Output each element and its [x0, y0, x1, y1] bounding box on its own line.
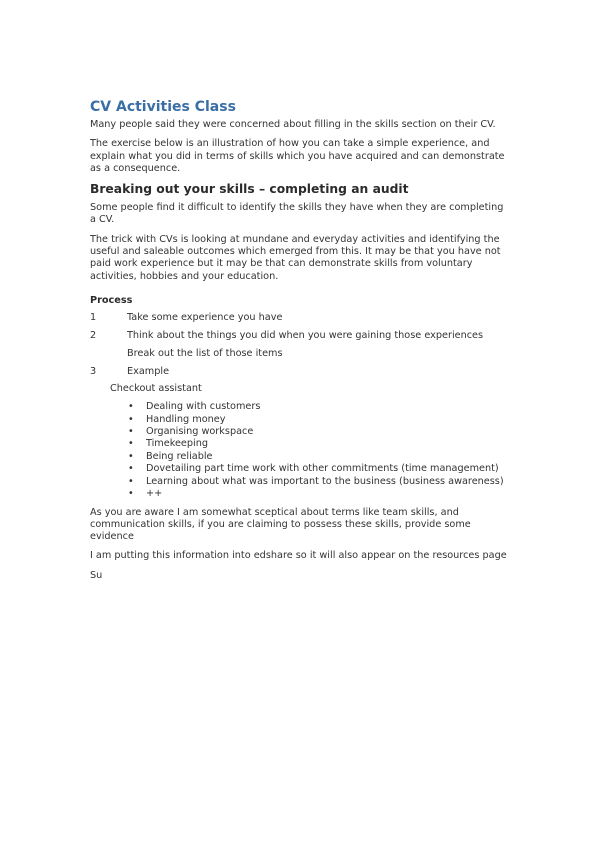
process-step-2-continuation — [90, 348, 510, 360]
bullet-icon: • — [128, 463, 134, 475]
list-item-text: Organising workspace — [146, 426, 254, 438]
bullet-icon: • — [128, 488, 134, 500]
process-step-1 — [90, 312, 510, 324]
list-item-text: Dovetailing part time work with other commitments (time management) — [146, 463, 499, 475]
closing-paragraph: I am putting this information into edshare so it will also appear on the resources page — [90, 550, 507, 562]
list-item-text: Timekeeping — [146, 438, 209, 450]
example-label: Checkout assistant — [110, 383, 202, 395]
step-text: Take some experience you have — [127, 312, 283, 324]
step-text: Think about the things you did when you were gaining those experiences — [127, 330, 484, 342]
signature: Su — [90, 569, 103, 581]
list-item-text: Being reliable — [146, 450, 213, 462]
step-number: 3 — [90, 365, 97, 377]
bullet-icon: • — [128, 438, 134, 450]
intro-paragraph: The exercise below is an illustration of how you can take a simple experience, and explain what you did in terms of skills which you have acquired and can demonstrate as a consequence. — [90, 138, 505, 174]
list-item-text: Dealing with customers — [146, 401, 261, 413]
list-item-text: Handling money — [146, 413, 226, 425]
step-number-empty — [90, 348, 127, 360]
step-number: 2 — [90, 330, 97, 342]
list-item-text: ++ — [146, 488, 163, 500]
list-item-text: Learning about what was important to the business (business awareness) — [146, 475, 504, 487]
closing-paragraph: As you are aware I am somewhat sceptical about terms like team skills, and communication skills, if you are claiming to possess these skills, provide some evidence — [90, 506, 471, 543]
bullet-icon: • — [128, 401, 134, 413]
list-item — [128, 488, 510, 500]
list-item — [128, 426, 510, 438]
document-title: CV Activities Class — [90, 99, 236, 115]
skills-bullet-list — [90, 401, 510, 500]
bullet-icon: • — [128, 413, 134, 425]
bullet-icon: • — [128, 475, 134, 487]
step-text: Example — [127, 365, 170, 377]
process-heading: Process — [90, 294, 133, 306]
step-subtext: Break out the list of those items — [127, 347, 283, 359]
process-step-3 — [90, 366, 510, 378]
intro-paragraph: Many people said they were concerned about filling in the skills section on their CV. — [90, 119, 496, 130]
step-number: 1 — [90, 312, 97, 324]
section-paragraph: Some people find it difficult to identify the skills they have when they are completing a CV. — [90, 202, 504, 226]
list-item — [128, 463, 510, 475]
section-paragraph: The trick with CVs is looking at mundane and everyday activities and identifying the useful and saleable outcomes which emerged from this. It may be that you have not paid work experience but it may be that can demonstrate skills from voluntary activities, hobbies and your education. — [90, 233, 501, 282]
process-step-2 — [90, 330, 510, 342]
bullet-icon: • — [128, 426, 134, 438]
bullet-icon: • — [128, 450, 134, 462]
list-item — [128, 438, 510, 450]
section-heading: Breaking out your skills – completing an audit — [90, 182, 409, 197]
list-item — [128, 414, 510, 426]
list-item — [128, 401, 510, 413]
list-item — [128, 476, 510, 488]
list-item — [128, 451, 510, 463]
